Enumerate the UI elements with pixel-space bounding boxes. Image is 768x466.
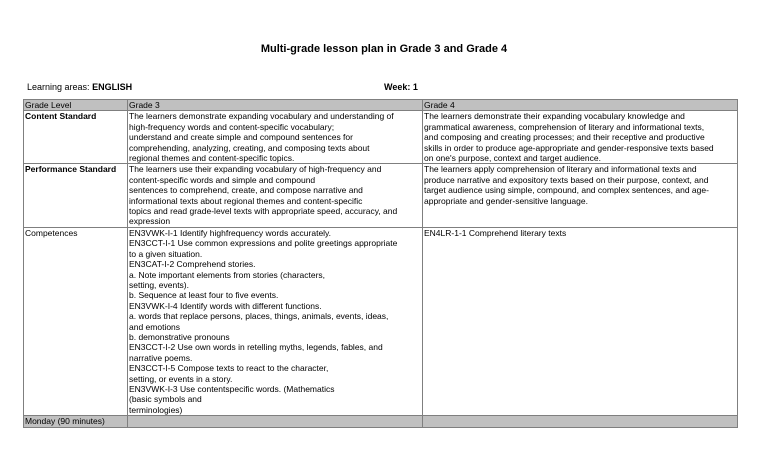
header-grade4: Grade 4 <box>423 100 738 111</box>
text-line: and composing and creating processes; and their receptive and productive <box>424 132 705 143</box>
learning-areas-value: ENGLISH <box>92 82 133 92</box>
text-line: EN4LR-1-1 Comprehend literary texts <box>424 227 567 238</box>
header-row <box>24 100 738 111</box>
performance-standard-grade3 <box>128 164 423 227</box>
text-line: skills in order to produce age-appropriate and gender-responsive texts based <box>424 142 714 153</box>
text-line: regional themes and content-specific topics. <box>129 153 295 164</box>
text-line: narrative poems. <box>129 352 193 363</box>
text-line: The learners use their expanding vocabulary of high-frequency and <box>129 164 382 175</box>
text-line: understand and create simple and compound sentences for <box>129 132 353 143</box>
text-line: EN3VWK-I-1 Identify highfrequency words accurately. <box>129 227 332 238</box>
competences-label: Competences <box>24 227 128 415</box>
performance-standard-row <box>24 164 738 227</box>
monday-label: Monday (90 minutes) <box>24 416 128 427</box>
monday-row <box>24 416 738 427</box>
text-line: high-frequency words and content-specific vocabulary; <box>129 121 335 132</box>
text-line: grammatical awareness, comprehension of literary and informational texts, <box>424 121 705 132</box>
monday-grade4 <box>423 416 738 427</box>
content-standard-grade4 <box>423 111 738 164</box>
text-line: comprehending, analyzing, creating, and composing texts about <box>129 142 370 153</box>
text-line: content-specific words and simple and compound <box>129 174 316 185</box>
text-line: appropriate and gender-sensitive language. <box>424 195 588 206</box>
content-standard-label: Content Standard <box>24 111 128 164</box>
content-standard-row <box>24 111 738 164</box>
competences-row <box>24 227 738 415</box>
performance-standard-label: Performance Standard <box>24 164 128 227</box>
text-line: and emotions <box>129 321 181 332</box>
text-line: setting, events). <box>129 279 190 290</box>
text-line: to a given situation. <box>129 248 203 259</box>
competences-grade4 <box>423 227 738 415</box>
text-line: a. words that replace persons, places, things, animals, events, ideas, <box>129 311 389 322</box>
text-line: b. demonstrative pronouns <box>129 331 230 342</box>
text-line: b. Sequence at least four to five events. <box>129 290 279 301</box>
week-label: Week: 1 <box>384 82 418 92</box>
text-line: EN3VWK-I-3 Use contentspecific words. (Mathematics <box>129 383 335 394</box>
text-line: (basic symbols and <box>129 394 202 405</box>
header-grade-level: Grade Level <box>24 100 128 111</box>
header-grade3: Grade 3 <box>128 100 423 111</box>
performance-standard-grade4 <box>423 164 738 227</box>
text-line: terminologies) <box>129 404 183 415</box>
text-line: topics and read grade-level texts with appropriate speed, accuracy, and <box>129 206 398 217</box>
text-line: The learners demonstrate their expanding vocabulary knowledge and <box>424 111 685 122</box>
text-line: target audience using simple, compound, and complex sentences, and age- <box>424 185 709 196</box>
text-line: EN3CCT-I-2 Use own words in retelling myths, legends, fables, and <box>129 342 383 353</box>
lesson-plan-table <box>23 99 738 428</box>
text-line: EN3CAT-I-2 Comprehend stories. <box>129 259 256 270</box>
page-title: Multi-grade lesson plan in Grade 3 and Grade 4 <box>260 43 508 55</box>
text-line: a. Note important elements from stories (characters, <box>129 269 326 280</box>
learning-areas-label: Learning areas: <box>27 82 90 92</box>
text-line: sentences to comprehend, create, and compose narrative and <box>129 185 363 196</box>
monday-grade3 <box>128 416 423 427</box>
text-line: The learners demonstrate expanding vocabulary and understanding of <box>129 111 394 122</box>
learning-areas <box>27 82 132 92</box>
content-standard-grade3 <box>128 111 423 164</box>
text-line: produce narrative and expository texts based on their purpose, context, and <box>424 174 709 185</box>
text-line: setting, or events in a story. <box>129 373 233 384</box>
text-line: EN3CCT-I-5 Compose texts to react to the character, <box>129 363 329 374</box>
text-line: informational texts about regional themes and content-specific <box>129 195 363 206</box>
text-line: The learners apply comprehension of literary and informational texts and <box>424 164 697 175</box>
text-line: expression <box>129 216 171 227</box>
text-line: on one's purpose, context and target audience. <box>424 153 601 164</box>
text-line: EN3VWK-I-4 Identify words with different functions. <box>129 300 322 311</box>
text-line: EN3CCT-I-1 Use common expressions and polite greetings appropriate <box>129 238 398 249</box>
competences-grade3 <box>128 227 423 415</box>
